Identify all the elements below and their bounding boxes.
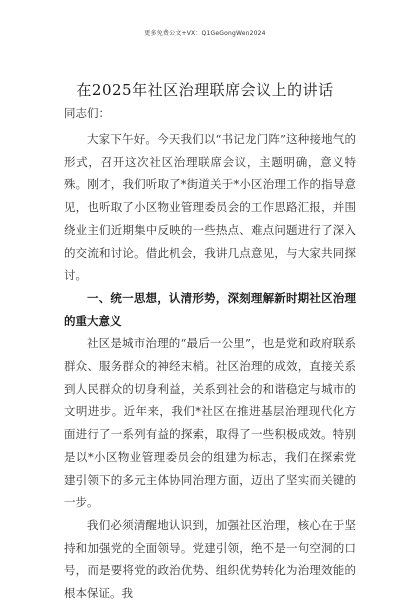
document-body: [64, 128, 356, 605]
document-title: 在2025年社区治理联席会议上的讲话: [76, 81, 334, 99]
paragraph-party-leadership: 我们必须清醒地认识到，加强社区治理，核心在于坚持和加强党的全面领导。党建引领，绝不是一句空洞的口号，而是要将党的政治优势、组织优势转化为治理效能的根本保证。我: [64, 517, 356, 601]
salutation: 同志们：: [64, 106, 110, 120]
paragraph-opening: 大家下午好。今天我们以“书记龙门阵”这种接地气的形式，召开这次社区治理联席会议，主题明确，意义特殊。刚才，我们听取了*街道关于*小区治理工作的指导意见，也听取了小区物业管理委员会的工作思路汇报，并围绕业主们近期集中反映的一些热点、难点问题进行了深入的交流和讨论。借此机会，我讲几点意见，与大家共同探讨。: [64, 132, 356, 283]
paragraph-community-significance: 社区是城市治理的“最后一公里”，也是党和政府联系群众、服务群众的神经末梢。社区治理的成效，直接关系到人民群众的切身利益，关系到社会的和谐稳定与城市的文明进步。近年来，我们*社区在推进基层治理现代化方面进行了一系列有益的探索，取得了一些积极成效。特别是以*小区物业管理委员会的组建为标志，我们在探索党建引领下的多元主体协同治理方面，迈出了坚实而关键的一步。: [64, 336, 356, 510]
header-note: 更多免费公文+VX：Q1GeGongWen2024: [144, 30, 266, 37]
section-heading-1: 一、统一思想，认清形势，深刻理解新时期社区治理的重大意义: [64, 290, 356, 328]
